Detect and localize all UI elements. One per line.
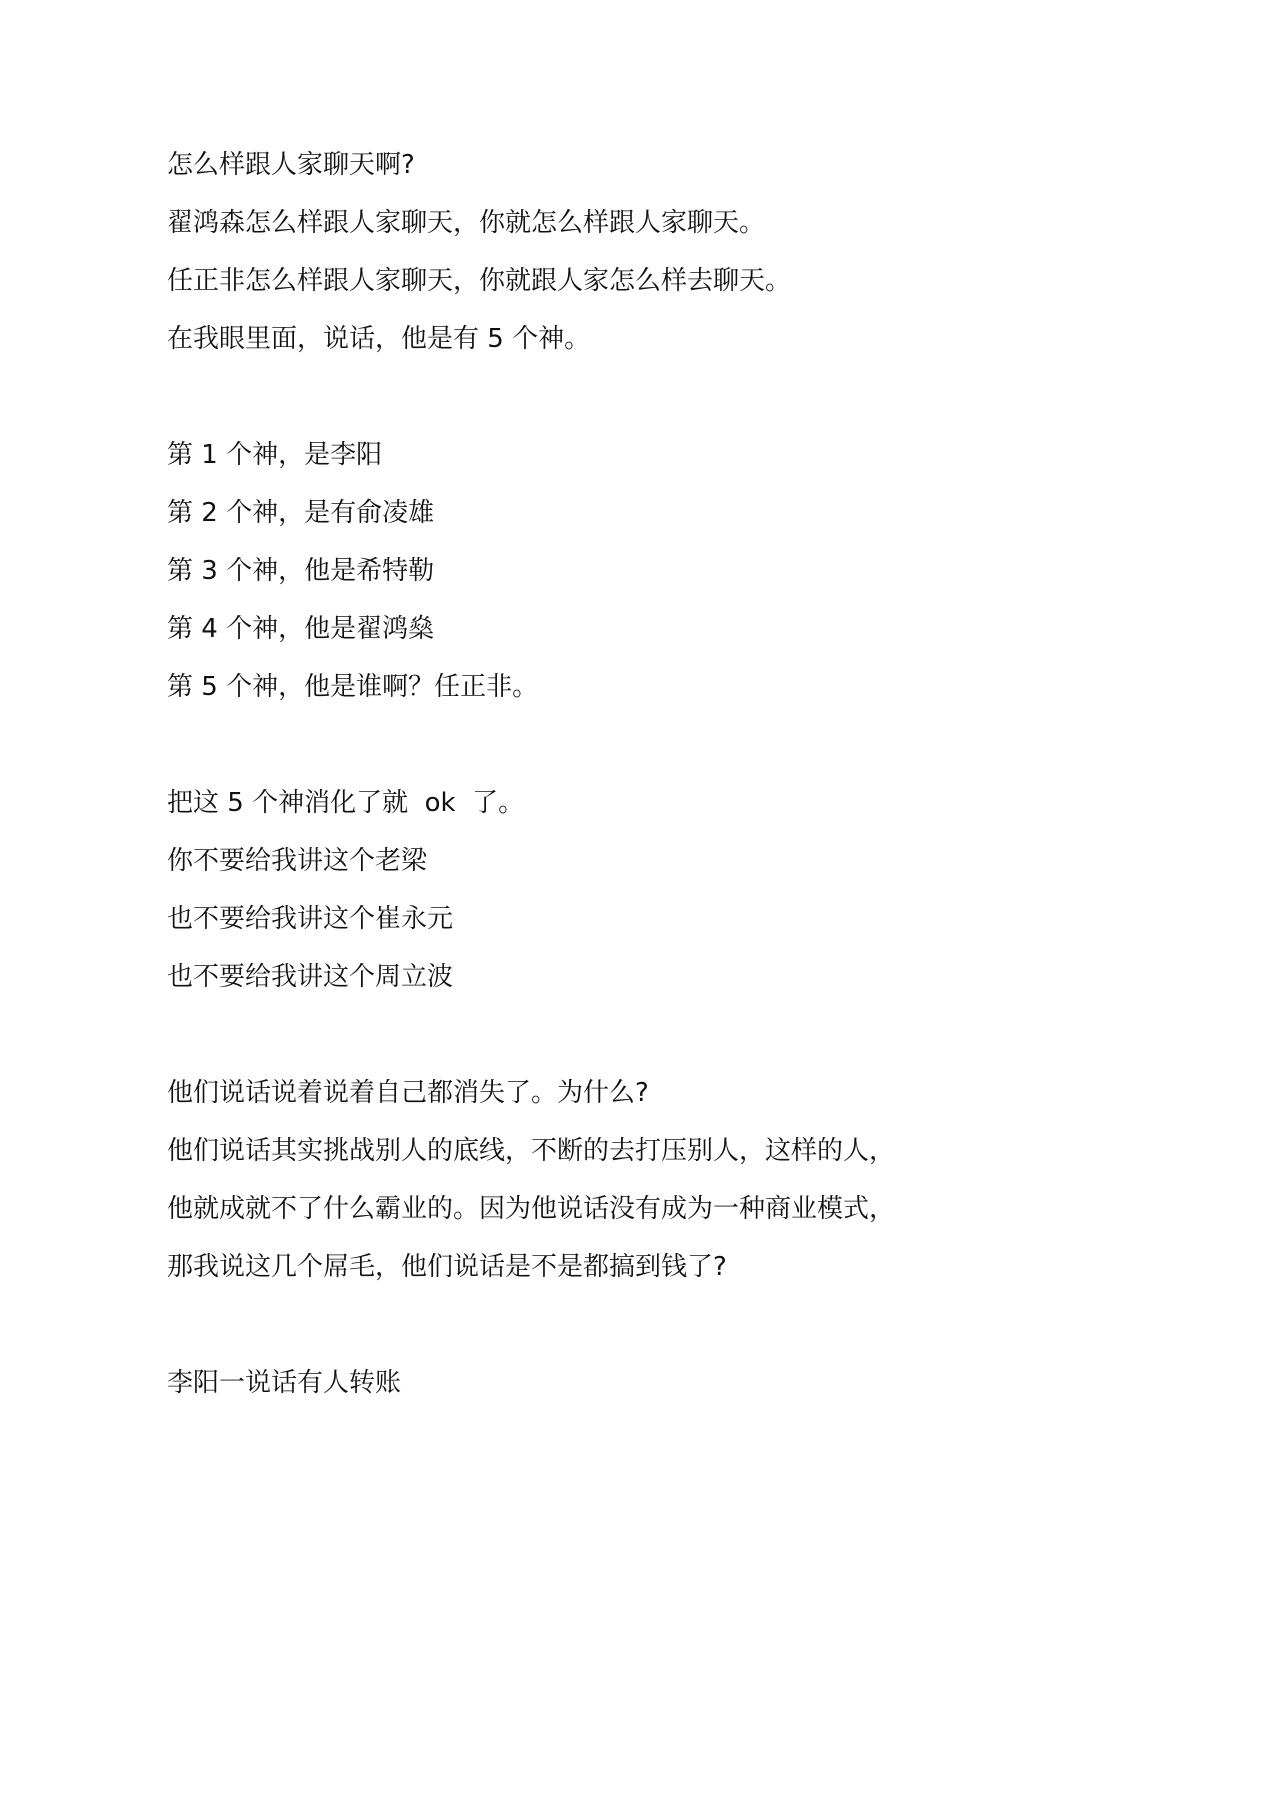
text-line: 第 3 个神，他是希特勒 <box>167 556 435 586</box>
text-line: 那我说这几个屌毛，他们说话是不是都搞到钱了? <box>167 1252 727 1282</box>
text-line: 他们说话其实挑战别人的底线，不断的去打压别人，这样的人， <box>167 1136 896 1166</box>
text-line: 把这 5 个神消化了就 ok 了。 <box>167 788 525 818</box>
text-line: 你不要给我讲这个老梁 <box>167 846 428 876</box>
text-line: 第 4 个神，他是翟鸿燊 <box>167 614 435 644</box>
text-line: 在我眼里面，说话，他是有 5 个神。 <box>167 324 591 354</box>
text-line: 也不要给我讲这个崔永元 <box>167 904 454 934</box>
text-line: 任正非怎么样跟人家聊天，你就跟人家怎么样去聊天。 <box>167 266 792 296</box>
text-line: 第 5 个神，他是谁啊？任正非。 <box>167 672 539 702</box>
text-line: 也不要给我讲这个周立波 <box>167 962 454 992</box>
text-line: 第 2 个神，是有俞凌雄 <box>167 498 435 528</box>
text-line: 他们说话说着说着自己都消失了。为什么? <box>167 1078 649 1108</box>
text-line: 他就成就不了什么霸业的。因为他说话没有成为一种商业模式， <box>167 1194 896 1224</box>
text-line: 李阳一说话有人转账 <box>167 1368 402 1398</box>
text-line: 第 1 个神，是李阳 <box>167 440 383 470</box>
text-line: 怎么样跟人家聊天啊? <box>167 150 415 180</box>
text-line: 翟鸿森怎么样跟人家聊天，你就怎么样跟人家聊天。 <box>167 208 766 238</box>
